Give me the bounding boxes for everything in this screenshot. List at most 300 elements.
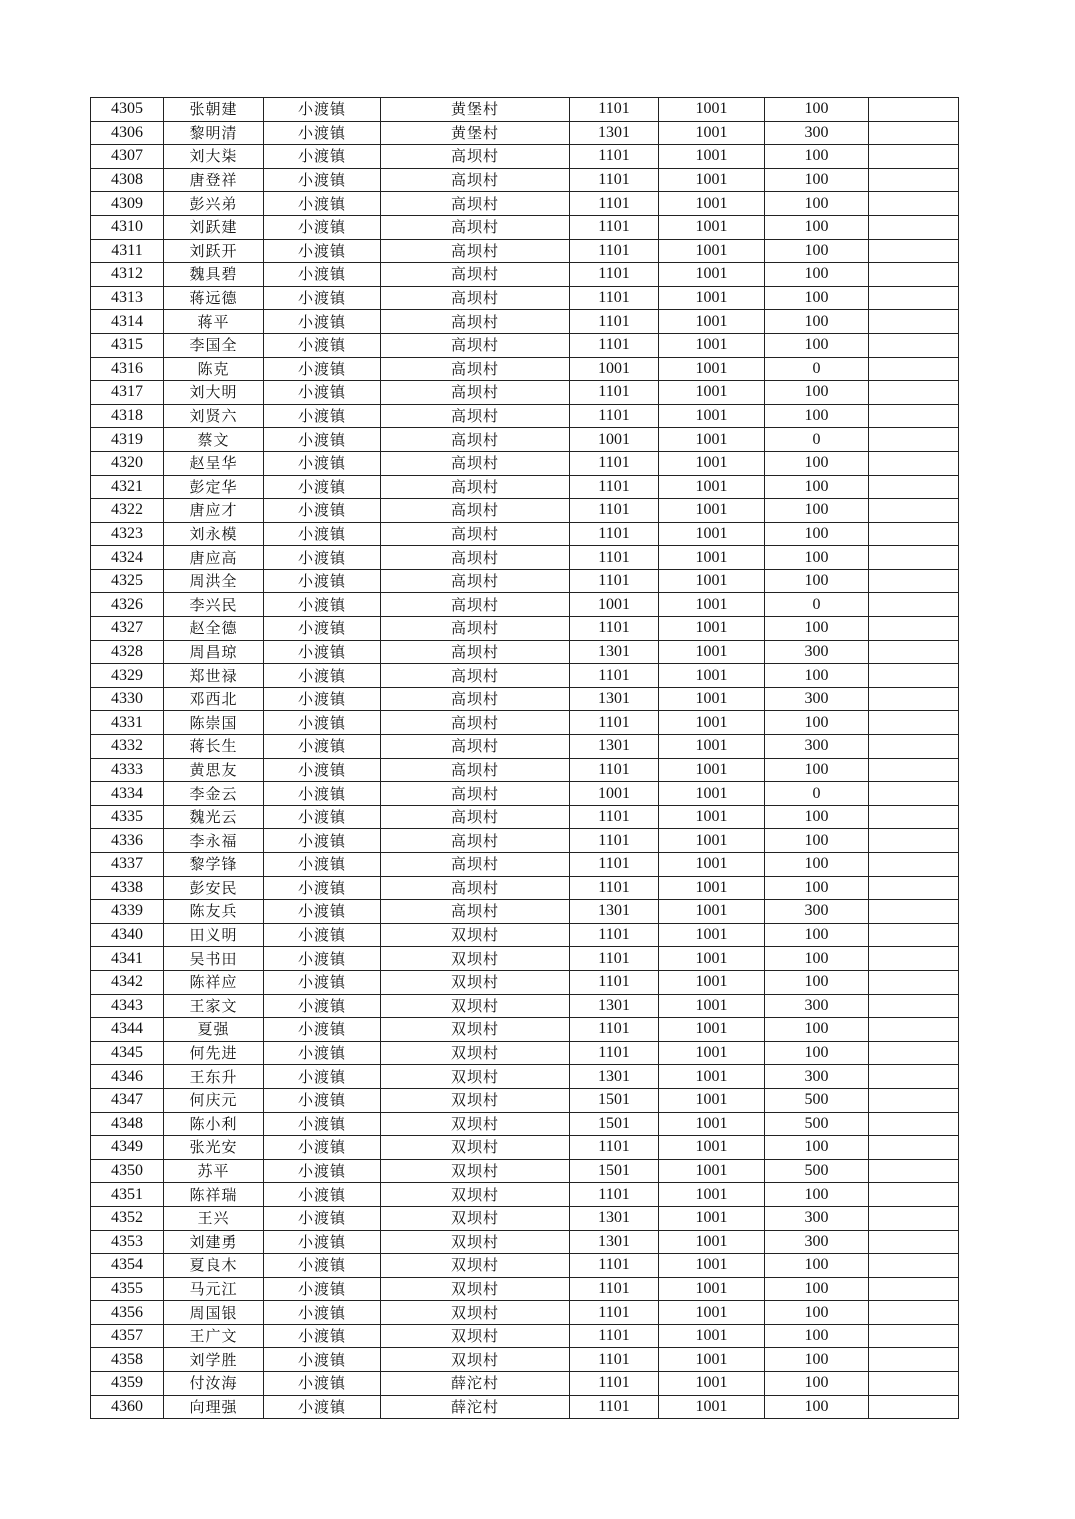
code-b-cell: 1001 — [659, 522, 765, 546]
code-a-cell: 1101 — [570, 192, 659, 216]
village-cell: 黄堡村 — [381, 98, 570, 122]
note-cell — [869, 617, 959, 641]
code-a-cell: 1301 — [570, 1230, 659, 1254]
note-cell — [869, 758, 959, 782]
village-cell: 高坝村 — [381, 758, 570, 782]
note-cell — [869, 876, 959, 900]
code-b-cell: 1001 — [659, 121, 765, 145]
name-cell: 夏良木 — [164, 1254, 264, 1278]
note-cell — [869, 1395, 959, 1419]
name-cell: 苏平 — [164, 1159, 264, 1183]
code-a-cell: 1101 — [570, 876, 659, 900]
name-cell: 刘永模 — [164, 522, 264, 546]
code-b-cell: 1001 — [659, 333, 765, 357]
town-cell: 小渡镇 — [264, 1112, 381, 1136]
code-a-cell: 1501 — [570, 1112, 659, 1136]
code-b-cell: 1001 — [659, 1254, 765, 1278]
amount-cell: 100 — [765, 711, 869, 735]
name-cell: 陈祥应 — [164, 970, 264, 994]
village-cell: 高坝村 — [381, 428, 570, 452]
note-cell — [869, 687, 959, 711]
code-a-cell: 1301 — [570, 121, 659, 145]
name-cell: 陈小利 — [164, 1112, 264, 1136]
id-cell: 4305 — [91, 98, 164, 122]
table-row — [91, 357, 959, 381]
amount-cell: 100 — [765, 947, 869, 971]
name-cell: 刘贤六 — [164, 404, 264, 428]
table-row — [91, 98, 959, 122]
town-cell: 小渡镇 — [264, 263, 381, 287]
code-a-cell: 1301 — [570, 900, 659, 924]
code-a-cell: 1101 — [570, 569, 659, 593]
code-b-cell: 1001 — [659, 475, 765, 499]
code-b-cell: 1001 — [659, 1088, 765, 1112]
code-b-cell: 1001 — [659, 640, 765, 664]
name-cell: 田义明 — [164, 923, 264, 947]
note-cell — [869, 1277, 959, 1301]
town-cell: 小渡镇 — [264, 1183, 381, 1207]
name-cell: 刘跃建 — [164, 215, 264, 239]
table-row — [91, 735, 959, 759]
village-cell: 高坝村 — [381, 687, 570, 711]
amount-cell: 100 — [765, 98, 869, 122]
code-b-cell: 1001 — [659, 1206, 765, 1230]
town-cell: 小渡镇 — [264, 664, 381, 688]
id-cell: 4326 — [91, 593, 164, 617]
id-cell: 4317 — [91, 381, 164, 405]
town-cell: 小渡镇 — [264, 404, 381, 428]
table-row — [91, 593, 959, 617]
amount-cell: 100 — [765, 475, 869, 499]
amount-cell: 100 — [765, 876, 869, 900]
table-row — [91, 711, 959, 735]
name-cell: 吴书田 — [164, 947, 264, 971]
name-cell: 蒋长生 — [164, 735, 264, 759]
name-cell: 黎明清 — [164, 121, 264, 145]
amount-cell: 0 — [765, 357, 869, 381]
code-b-cell: 1001 — [659, 829, 765, 853]
code-b-cell: 1001 — [659, 1324, 765, 1348]
village-cell: 高坝村 — [381, 805, 570, 829]
table-row — [91, 782, 959, 806]
code-a-cell: 1501 — [570, 1159, 659, 1183]
name-cell: 魏光云 — [164, 805, 264, 829]
table-row — [91, 404, 959, 428]
name-cell: 李永福 — [164, 829, 264, 853]
village-cell: 双坝村 — [381, 1324, 570, 1348]
village-cell: 双坝村 — [381, 994, 570, 1018]
note-cell — [869, 735, 959, 759]
code-a-cell: 1101 — [570, 711, 659, 735]
code-b-cell: 1001 — [659, 805, 765, 829]
table-row — [91, 1065, 959, 1089]
town-cell: 小渡镇 — [264, 145, 381, 169]
table-row — [91, 805, 959, 829]
town-cell: 小渡镇 — [264, 1230, 381, 1254]
table-row — [91, 876, 959, 900]
note-cell — [869, 947, 959, 971]
code-b-cell: 1001 — [659, 923, 765, 947]
village-cell: 双坝村 — [381, 1088, 570, 1112]
town-cell: 小渡镇 — [264, 357, 381, 381]
table-row — [91, 168, 959, 192]
id-cell: 4322 — [91, 499, 164, 523]
code-a-cell: 1301 — [570, 735, 659, 759]
code-b-cell: 1001 — [659, 286, 765, 310]
name-cell: 向理强 — [164, 1395, 264, 1419]
code-b-cell: 1001 — [659, 664, 765, 688]
code-a-cell: 1001 — [570, 782, 659, 806]
name-cell: 刘跃开 — [164, 239, 264, 263]
village-cell: 高坝村 — [381, 829, 570, 853]
name-cell: 陈祥瑞 — [164, 1183, 264, 1207]
amount-cell: 300 — [765, 994, 869, 1018]
id-cell: 4328 — [91, 640, 164, 664]
note-cell — [869, 970, 959, 994]
town-cell: 小渡镇 — [264, 381, 381, 405]
id-cell: 4311 — [91, 239, 164, 263]
note-cell — [869, 829, 959, 853]
table-row — [91, 617, 959, 641]
village-cell: 双坝村 — [381, 970, 570, 994]
id-cell: 4351 — [91, 1183, 164, 1207]
village-cell: 高坝村 — [381, 192, 570, 216]
name-cell: 黄思友 — [164, 758, 264, 782]
town-cell: 小渡镇 — [264, 168, 381, 192]
code-a-cell: 1101 — [570, 1395, 659, 1419]
town-cell: 小渡镇 — [264, 1324, 381, 1348]
id-cell: 4336 — [91, 829, 164, 853]
note-cell — [869, 286, 959, 310]
code-a-cell: 1101 — [570, 1301, 659, 1325]
code-a-cell: 1101 — [570, 239, 659, 263]
amount-cell: 100 — [765, 546, 869, 570]
town-cell: 小渡镇 — [264, 1372, 381, 1396]
code-a-cell: 1001 — [570, 593, 659, 617]
name-cell: 夏强 — [164, 1018, 264, 1042]
amount-cell: 100 — [765, 522, 869, 546]
amount-cell: 100 — [765, 853, 869, 877]
code-a-cell: 1301 — [570, 994, 659, 1018]
village-cell: 高坝村 — [381, 168, 570, 192]
code-a-cell: 1101 — [570, 499, 659, 523]
town-cell: 小渡镇 — [264, 853, 381, 877]
amount-cell: 100 — [765, 239, 869, 263]
town-cell: 小渡镇 — [264, 1088, 381, 1112]
table-row — [91, 1372, 959, 1396]
code-b-cell: 1001 — [659, 168, 765, 192]
code-b-cell: 1001 — [659, 1301, 765, 1325]
table-row — [91, 263, 959, 287]
village-cell: 双坝村 — [381, 1254, 570, 1278]
amount-cell: 100 — [765, 215, 869, 239]
table-row — [91, 947, 959, 971]
table-row — [91, 333, 959, 357]
town-cell: 小渡镇 — [264, 1018, 381, 1042]
code-b-cell: 1001 — [659, 1277, 765, 1301]
note-cell — [869, 1230, 959, 1254]
id-cell: 4344 — [91, 1018, 164, 1042]
code-b-cell: 1001 — [659, 782, 765, 806]
code-a-cell: 1101 — [570, 805, 659, 829]
note-cell — [869, 98, 959, 122]
code-b-cell: 1001 — [659, 404, 765, 428]
code-a-cell: 1101 — [570, 215, 659, 239]
table-row — [91, 1183, 959, 1207]
village-cell: 高坝村 — [381, 711, 570, 735]
id-cell: 4350 — [91, 1159, 164, 1183]
code-a-cell: 1101 — [570, 1254, 659, 1278]
note-cell — [869, 451, 959, 475]
note-cell — [869, 475, 959, 499]
name-cell: 张光安 — [164, 1136, 264, 1160]
code-b-cell: 1001 — [659, 381, 765, 405]
name-cell: 李兴民 — [164, 593, 264, 617]
id-cell: 4343 — [91, 994, 164, 1018]
note-cell — [869, 192, 959, 216]
note-cell — [869, 1324, 959, 1348]
table-row — [91, 970, 959, 994]
amount-cell: 100 — [765, 1324, 869, 1348]
table-row — [91, 286, 959, 310]
code-b-cell: 1001 — [659, 593, 765, 617]
amount-cell: 100 — [765, 263, 869, 287]
code-a-cell: 1101 — [570, 617, 659, 641]
name-cell: 王兴 — [164, 1206, 264, 1230]
note-cell — [869, 1254, 959, 1278]
town-cell: 小渡镇 — [264, 98, 381, 122]
code-b-cell: 1001 — [659, 451, 765, 475]
name-cell: 赵呈华 — [164, 451, 264, 475]
id-cell: 4348 — [91, 1112, 164, 1136]
name-cell: 彭兴弟 — [164, 192, 264, 216]
name-cell: 付汝海 — [164, 1372, 264, 1396]
code-a-cell: 1101 — [570, 263, 659, 287]
code-a-cell: 1001 — [570, 428, 659, 452]
amount-cell: 500 — [765, 1159, 869, 1183]
table-row — [91, 499, 959, 523]
code-b-cell: 1001 — [659, 1041, 765, 1065]
code-b-cell: 1001 — [659, 239, 765, 263]
id-cell: 4333 — [91, 758, 164, 782]
code-b-cell: 1001 — [659, 263, 765, 287]
amount-cell: 100 — [765, 451, 869, 475]
amount-cell: 300 — [765, 121, 869, 145]
note-cell — [869, 569, 959, 593]
table-row — [91, 1395, 959, 1419]
id-cell: 4347 — [91, 1088, 164, 1112]
code-a-cell: 1101 — [570, 475, 659, 499]
table-row — [91, 451, 959, 475]
id-cell: 4314 — [91, 310, 164, 334]
amount-cell: 100 — [765, 1372, 869, 1396]
code-b-cell: 1001 — [659, 876, 765, 900]
table-row — [91, 546, 959, 570]
id-cell: 4315 — [91, 333, 164, 357]
note-cell — [869, 853, 959, 877]
note-cell — [869, 1018, 959, 1042]
id-cell: 4354 — [91, 1254, 164, 1278]
code-a-cell: 1101 — [570, 1348, 659, 1372]
amount-cell: 100 — [765, 1136, 869, 1160]
id-cell: 4321 — [91, 475, 164, 499]
id-cell: 4308 — [91, 168, 164, 192]
note-cell — [869, 1136, 959, 1160]
village-cell: 高坝村 — [381, 286, 570, 310]
table-row — [91, 900, 959, 924]
town-cell: 小渡镇 — [264, 310, 381, 334]
code-a-cell: 1101 — [570, 1277, 659, 1301]
town-cell: 小渡镇 — [264, 333, 381, 357]
town-cell: 小渡镇 — [264, 640, 381, 664]
note-cell — [869, 1183, 959, 1207]
code-a-cell: 1101 — [570, 546, 659, 570]
id-cell: 4325 — [91, 569, 164, 593]
note-cell — [869, 381, 959, 405]
town-cell: 小渡镇 — [264, 1301, 381, 1325]
village-cell: 双坝村 — [381, 1206, 570, 1230]
table-row — [91, 215, 959, 239]
table-row — [91, 1348, 959, 1372]
amount-cell: 100 — [765, 805, 869, 829]
note-cell — [869, 239, 959, 263]
amount-cell: 300 — [765, 640, 869, 664]
code-a-cell: 1101 — [570, 1136, 659, 1160]
table-row — [91, 192, 959, 216]
table-row — [91, 687, 959, 711]
amount-cell: 100 — [765, 168, 869, 192]
village-cell: 高坝村 — [381, 215, 570, 239]
amount-cell: 100 — [765, 1277, 869, 1301]
code-a-cell: 1101 — [570, 853, 659, 877]
note-cell — [869, 805, 959, 829]
amount-cell: 100 — [765, 617, 869, 641]
code-a-cell: 1301 — [570, 687, 659, 711]
code-b-cell: 1001 — [659, 1159, 765, 1183]
town-cell: 小渡镇 — [264, 121, 381, 145]
id-cell: 4349 — [91, 1136, 164, 1160]
amount-cell: 100 — [765, 192, 869, 216]
town-cell: 小渡镇 — [264, 593, 381, 617]
code-b-cell: 1001 — [659, 1372, 765, 1396]
id-cell: 4313 — [91, 286, 164, 310]
table-row — [91, 1041, 959, 1065]
code-b-cell: 1001 — [659, 947, 765, 971]
table-row — [91, 1088, 959, 1112]
code-b-cell: 1001 — [659, 758, 765, 782]
code-b-cell: 1001 — [659, 310, 765, 334]
table-row — [91, 923, 959, 947]
amount-cell: 0 — [765, 593, 869, 617]
name-cell: 李金云 — [164, 782, 264, 806]
code-a-cell: 1101 — [570, 923, 659, 947]
note-cell — [869, 711, 959, 735]
note-cell — [869, 522, 959, 546]
town-cell: 小渡镇 — [264, 1159, 381, 1183]
code-a-cell: 1101 — [570, 404, 659, 428]
amount-cell: 300 — [765, 735, 869, 759]
name-cell: 蒋远德 — [164, 286, 264, 310]
note-cell — [869, 782, 959, 806]
id-cell: 4306 — [91, 121, 164, 145]
code-a-cell: 1101 — [570, 333, 659, 357]
id-cell: 4327 — [91, 617, 164, 641]
name-cell: 何庆元 — [164, 1088, 264, 1112]
id-cell: 4345 — [91, 1041, 164, 1065]
id-cell: 4320 — [91, 451, 164, 475]
id-cell: 4332 — [91, 735, 164, 759]
note-cell — [869, 900, 959, 924]
town-cell: 小渡镇 — [264, 687, 381, 711]
table-row — [91, 1136, 959, 1160]
code-b-cell: 1001 — [659, 853, 765, 877]
name-cell: 陈克 — [164, 357, 264, 381]
id-cell: 4318 — [91, 404, 164, 428]
table-row — [91, 1277, 959, 1301]
name-cell: 王东升 — [164, 1065, 264, 1089]
table-row — [91, 381, 959, 405]
code-a-cell: 1101 — [570, 168, 659, 192]
village-cell: 高坝村 — [381, 381, 570, 405]
note-cell — [869, 310, 959, 334]
amount-cell: 100 — [765, 381, 869, 405]
village-cell: 高坝村 — [381, 853, 570, 877]
code-b-cell: 1001 — [659, 1348, 765, 1372]
name-cell: 周昌琼 — [164, 640, 264, 664]
code-b-cell: 1001 — [659, 1136, 765, 1160]
code-a-cell: 1101 — [570, 98, 659, 122]
amount-cell: 100 — [765, 829, 869, 853]
village-cell: 双坝村 — [381, 1348, 570, 1372]
name-cell: 蔡文 — [164, 428, 264, 452]
code-a-cell: 1101 — [570, 1183, 659, 1207]
code-b-cell: 1001 — [659, 735, 765, 759]
note-cell — [869, 923, 959, 947]
code-a-cell: 1101 — [570, 522, 659, 546]
id-cell: 4341 — [91, 947, 164, 971]
code-b-cell: 1001 — [659, 499, 765, 523]
table-row — [91, 569, 959, 593]
note-cell — [869, 1301, 959, 1325]
village-cell: 高坝村 — [381, 735, 570, 759]
code-a-cell: 1101 — [570, 1372, 659, 1396]
id-cell: 4342 — [91, 970, 164, 994]
id-cell: 4360 — [91, 1395, 164, 1419]
name-cell: 何先进 — [164, 1041, 264, 1065]
id-cell: 4359 — [91, 1372, 164, 1396]
note-cell — [869, 168, 959, 192]
village-cell: 高坝村 — [381, 546, 570, 570]
amount-cell: 100 — [765, 1301, 869, 1325]
table-row — [91, 1206, 959, 1230]
town-cell: 小渡镇 — [264, 546, 381, 570]
name-cell: 蒋平 — [164, 310, 264, 334]
note-cell — [869, 121, 959, 145]
amount-cell: 300 — [765, 1065, 869, 1089]
name-cell: 王广文 — [164, 1324, 264, 1348]
table-row — [91, 239, 959, 263]
id-cell: 4312 — [91, 263, 164, 287]
table-body — [91, 98, 959, 1419]
town-cell: 小渡镇 — [264, 970, 381, 994]
village-cell: 高坝村 — [381, 239, 570, 263]
id-cell: 4329 — [91, 664, 164, 688]
name-cell: 王家文 — [164, 994, 264, 1018]
id-cell: 4356 — [91, 1301, 164, 1325]
name-cell: 刘大明 — [164, 381, 264, 405]
name-cell: 马元江 — [164, 1277, 264, 1301]
code-a-cell: 1101 — [570, 381, 659, 405]
